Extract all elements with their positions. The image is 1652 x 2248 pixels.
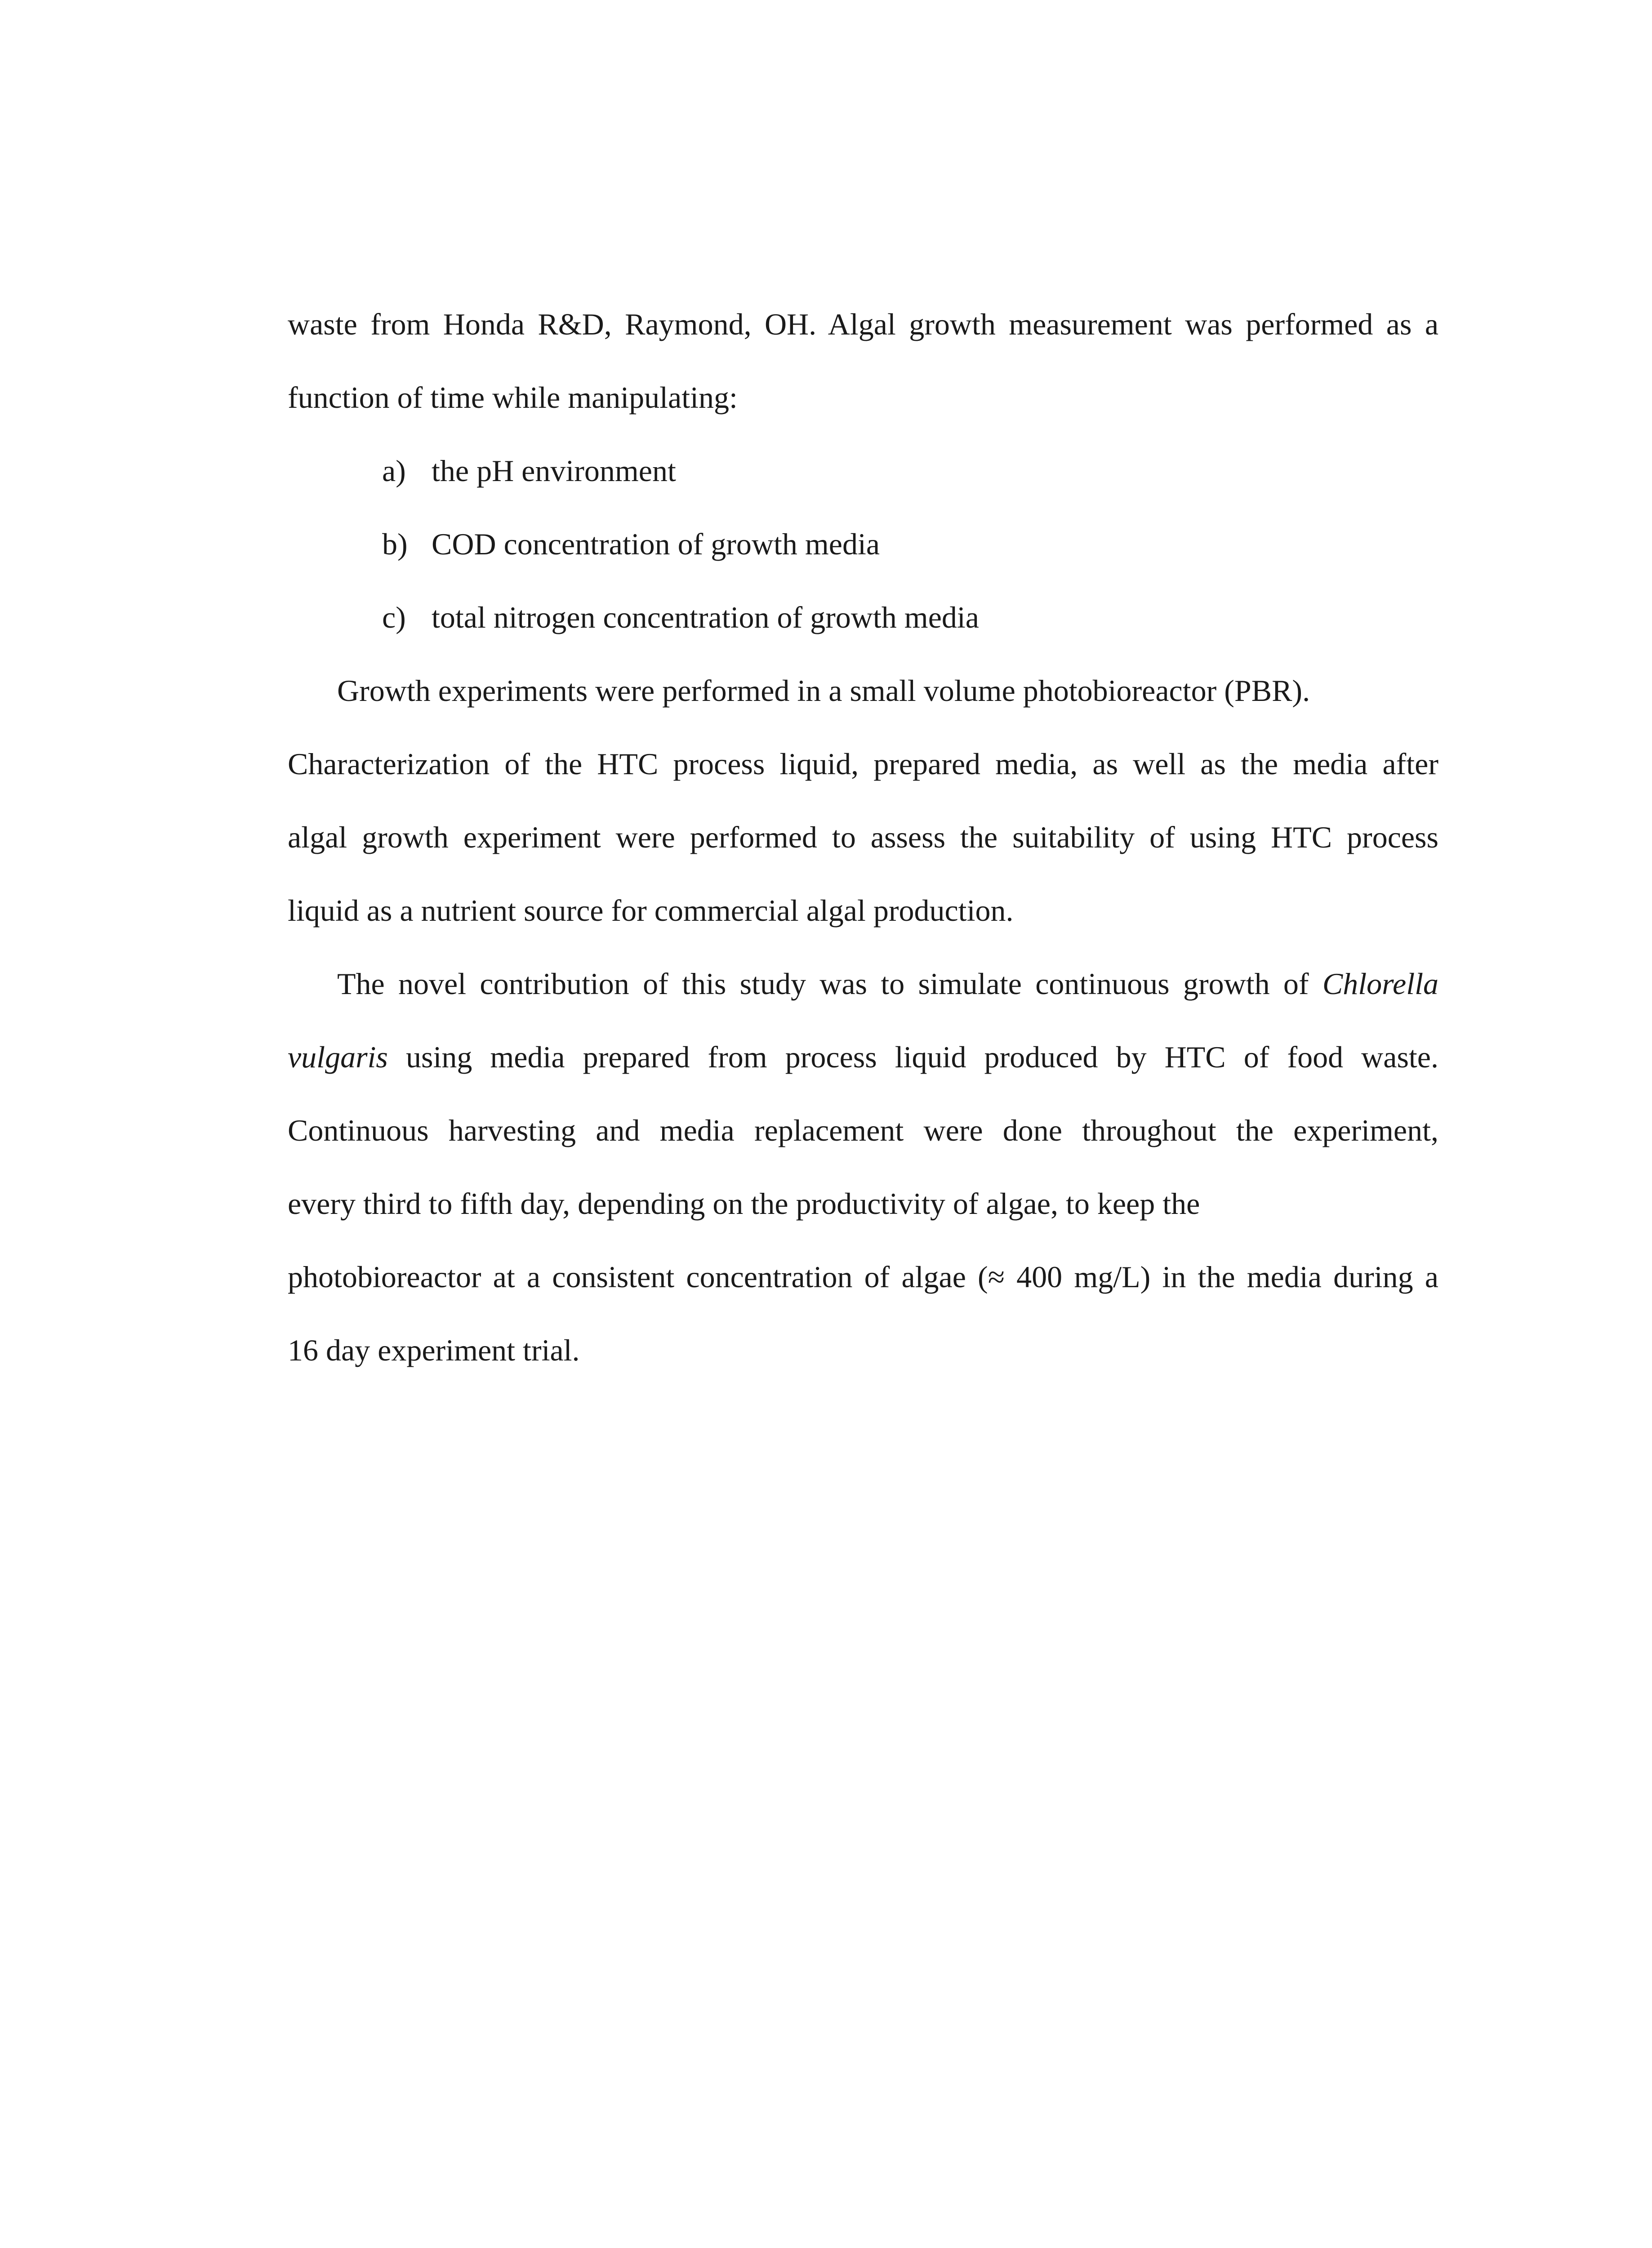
paragraph-novel-contribution	[288, 947, 1438, 1387]
manipulated-variables-list	[288, 434, 1438, 654]
text-line: Continuous harvesting and media replacement were done throughout the experiment,	[288, 1113, 1438, 1147]
list-item-text: the pH environment	[432, 454, 676, 488]
paragraph-growth-experiments	[288, 654, 1438, 947]
text-line: Growth experiments were performed in a small volume photobioreactor (PBR).	[337, 674, 1310, 708]
list-marker: a)	[382, 454, 406, 488]
text-line: photobioreactor at a consistent concentration of algae (≈ 400 mg/L) in the media during a	[288, 1260, 1438, 1294]
list-item	[288, 434, 1438, 508]
text-run: using media prepared from process liquid produced by HTC of food waste.	[387, 1040, 1438, 1074]
text-line: function of time while manipulating:	[288, 380, 738, 415]
body-text	[288, 288, 1438, 1387]
species-name-italic: Chlorella	[1322, 967, 1438, 1001]
list-item-text: total nitrogen concentration of growth media	[432, 600, 979, 634]
text-line: liquid as a nutrient source for commercial algal production.	[288, 893, 1014, 928]
text-line	[288, 947, 1438, 1021]
text-line: Characterization of the HTC process liquid, prepared media, as well as the media after	[288, 747, 1438, 781]
text-line: algal growth experiment were performed to assess the suitability of using HTC process	[288, 820, 1438, 854]
paragraph-intro	[288, 288, 1438, 434]
text-line: waste from Honda R&D, Raymond, OH. Algal growth measurement was performed as a	[288, 307, 1438, 341]
text-line	[288, 1021, 1438, 1094]
text-line: every third to fifth day, depending on the productivity of algae, to keep the	[288, 1186, 1200, 1221]
species-name-italic: vulgaris	[288, 1040, 388, 1074]
list-marker: b)	[382, 527, 408, 561]
list-item	[288, 581, 1438, 654]
list-item	[288, 508, 1438, 581]
text-line: 16 day experiment trial.	[288, 1333, 580, 1367]
text-run: The novel contribution of this study was to simulate continuous growth of	[337, 967, 1322, 1001]
list-marker: c)	[382, 600, 406, 634]
list-item-text: COD concentration of growth media	[432, 527, 880, 561]
